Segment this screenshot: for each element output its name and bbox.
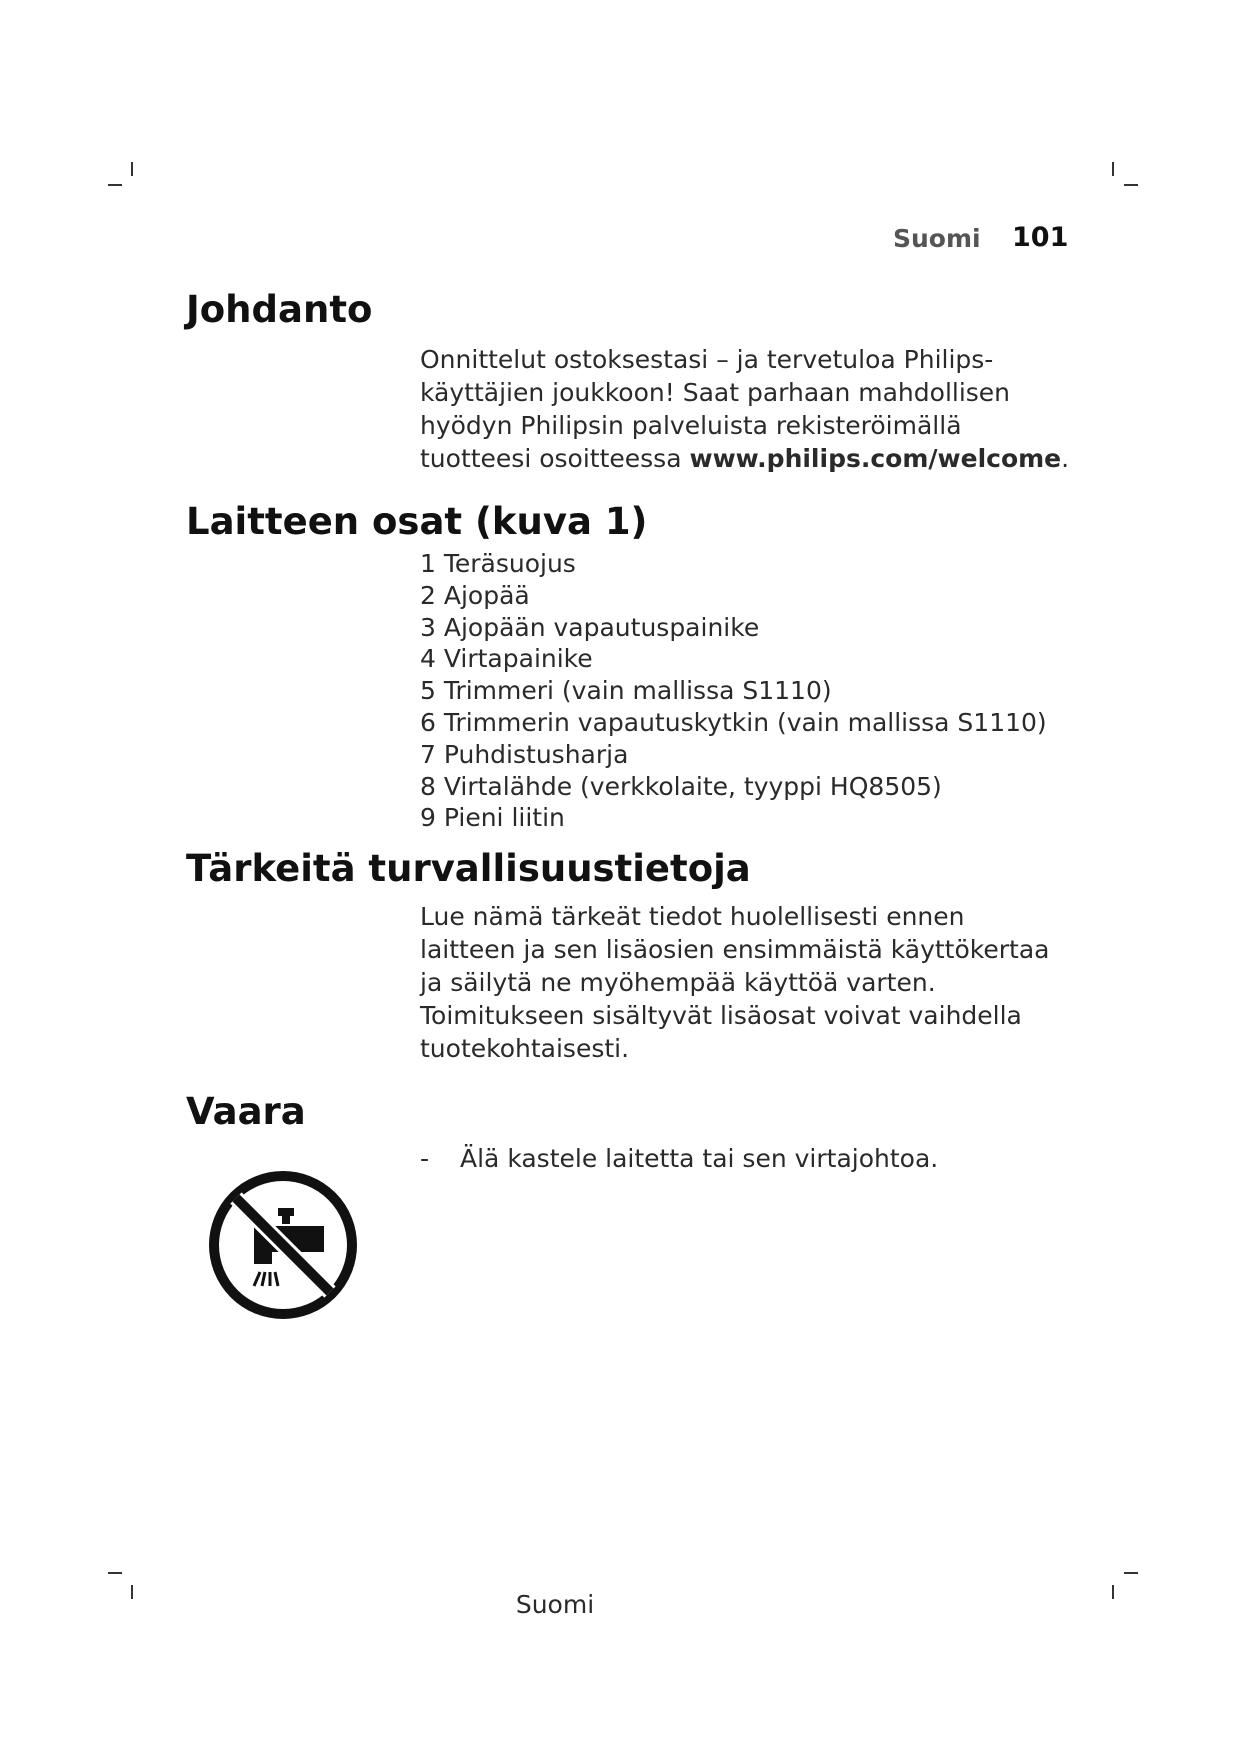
list-item: 1 Teräsuojus [420, 549, 576, 578]
list-item: 7 Puhdistusharja [420, 739, 629, 769]
safety-line: ja säilytä ne myöhempää käyttöä varten. [420, 968, 936, 997]
list-item: 8 Virtalähde (verkkolaite, tyyppi HQ8505) [420, 771, 942, 801]
crop-mark-top-left [108, 184, 122, 186]
intro-line: käyttäjien joukkoon! Saat parhaan mahdollisen [420, 378, 1011, 407]
intro-line: Onnittelut ostoksestasi – ja tervetuloa Philips- [420, 345, 994, 374]
safety-line: Lue nämä tärkeät tiedot huolellisesti ennen [420, 902, 965, 931]
header-language: Suomi [893, 224, 981, 253]
crop-mark-top-right-v [1112, 162, 1114, 176]
intro-line-last [420, 442, 1070, 475]
danger-bullet [420, 1144, 938, 1173]
safety-line: laitteen ja sen lisäosien ensimmäistä käyttökertaa [420, 935, 1050, 964]
crop-mark-top-left-v [131, 162, 133, 176]
list-item: 5 Trimmeri (vain mallissa S1110) [420, 676, 832, 706]
parts-heading: Laitteen osat (kuva 1) [186, 500, 648, 543]
list-item: 2 Ajopää [420, 580, 530, 610]
safety-line: tuotekohtaisesti. [420, 1034, 630, 1063]
no-water-tap-icon [206, 1168, 360, 1322]
crop-mark-top-right [1124, 184, 1138, 186]
footer-language: Suomi [515, 1590, 595, 1619]
crop-mark-bottom-left [108, 1572, 122, 1574]
list-item: 3 Ajopään vapautuspainike [420, 612, 760, 642]
welcome-url-link[interactable]: www.philips.com/welcome [689, 444, 1062, 473]
danger-bullet-text: Älä kastele laitetta tai sen virtajohtoa. [460, 1144, 939, 1173]
crop-mark-bottom-right-v [1112, 1585, 1114, 1599]
list-item: 6 Trimmerin vapautuskytkin (vain mallissa S1110) [420, 707, 1047, 737]
intro-heading: Johdanto [186, 288, 373, 331]
bullet-dash: - [420, 1144, 430, 1173]
intro-line: hyödyn Philipsin palveluista rekisteröimällä [420, 411, 962, 440]
safety-text [420, 900, 1070, 1065]
safety-heading: Tärkeitä turvallisuustietoja [186, 847, 751, 890]
intro-text [420, 343, 1070, 475]
parts-list [420, 548, 1047, 834]
danger-heading: Vaara [186, 1090, 306, 1133]
crop-mark-bottom-right [1124, 1572, 1138, 1574]
intro-text-prefix: tuotteesi osoitteessa [420, 444, 690, 473]
page-number: 101 [1012, 222, 1069, 253]
intro-text-suffix: . [1061, 444, 1070, 473]
safety-line: Toimitukseen sisältyvät lisäosat voivat vaihdella [420, 1001, 1022, 1030]
list-item: 9 Pieni liitin [420, 803, 565, 833]
list-item: 4 Virtapainike [420, 644, 593, 674]
